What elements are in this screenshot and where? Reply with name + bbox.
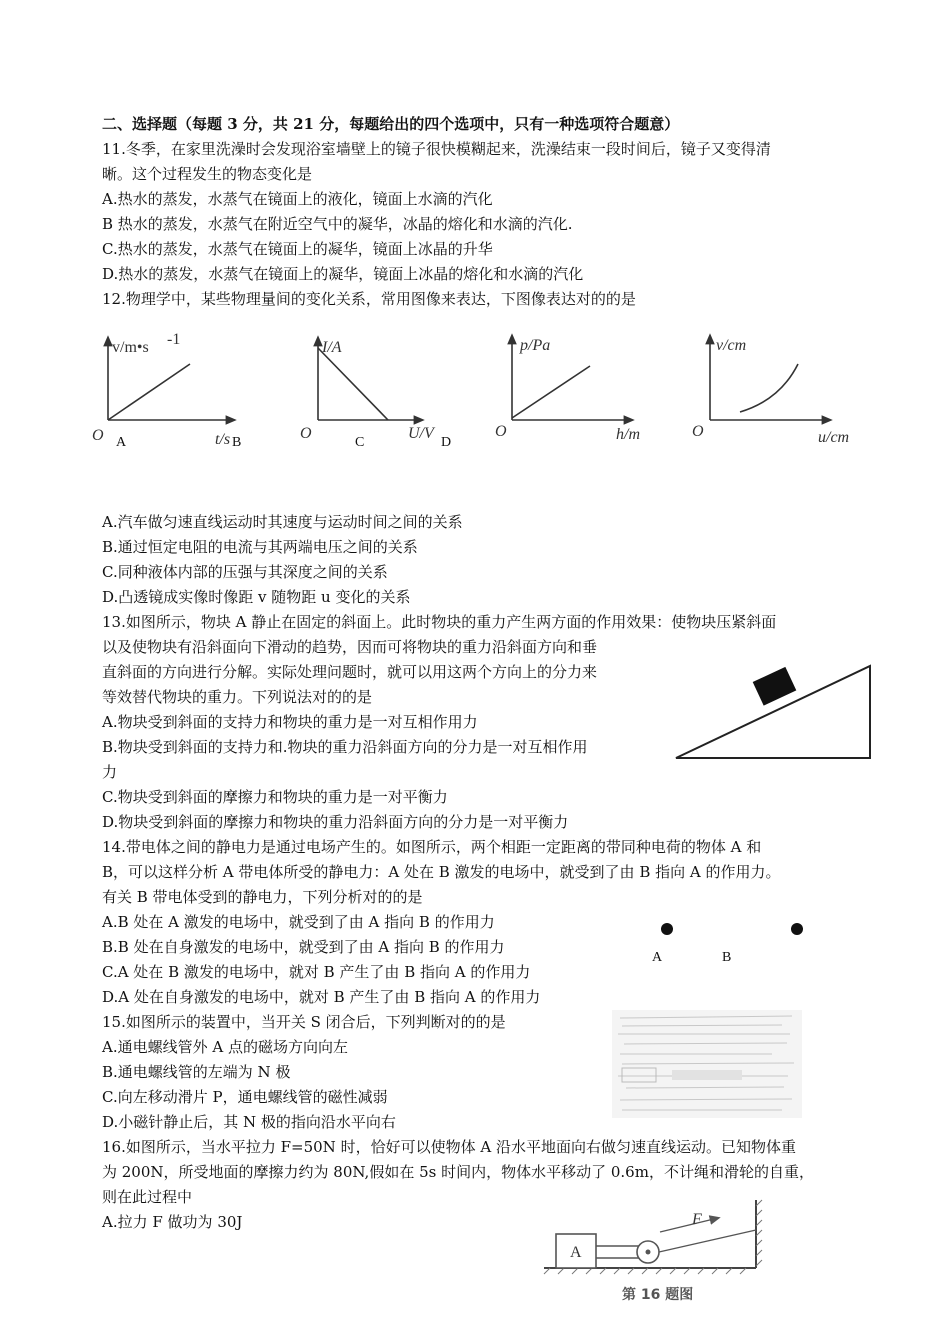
- q12-option-b: B.通过恒定电阻的电流与其两端电压之间的关系: [102, 538, 418, 556]
- charge-label-b: B: [722, 950, 732, 965]
- graph-a-ysup: -1: [167, 331, 181, 348]
- q11-option-d: D.热水的蒸发，水蒸气在镜面上的凝华，镜面上冰晶的熔化和水滴的汽化: [102, 265, 584, 283]
- force-label: F: [692, 1211, 702, 1228]
- q14-stem-2: B，可以这样分析 A 带电体所受的静电力：A 处在 B 激发的电场中，就受到了由 B 指向 A 的作用力。: [102, 863, 781, 881]
- q12-option-a: A.汽车做匀速直线运动时其速度与运动时间之间的关系: [102, 513, 463, 531]
- graph-b: [300, 339, 436, 442]
- q11-option-b: B 热水的蒸发，水蒸气在附近空气中的凝华，冰晶的熔化和水滴的汽化.: [102, 215, 573, 233]
- graph-d-ylabel: v/cm: [716, 337, 747, 354]
- q13-option-b-1: B.物块受到斜面的支持力和.物块的重力沿斜面方向的分力是一对互相作用: [102, 738, 588, 756]
- q12-option-c: C.同种液体内部的压强与其深度之间的关系: [102, 563, 388, 581]
- graph-b-xlabel: U/V: [408, 425, 434, 442]
- q11-option-a: A.热水的蒸发，水蒸气在镜面上的液化，镜面上水滴的汽化: [102, 190, 493, 208]
- graph-tag-b: B: [232, 435, 242, 450]
- q16-stem-1: 16.如图所示，当水平拉力 F=50N 时，恰好可以使物体 A 沿水平地面向右做匀速直线运动。已知物体重: [102, 1138, 796, 1156]
- graph-b-origin: O: [300, 425, 312, 442]
- q15-option-b: B.通电螺线管的左端为 N 极: [102, 1063, 291, 1081]
- q15-stem: 15.如图所示的装置中，当开关 S 闭合后，下列判断对的的是: [102, 1013, 506, 1031]
- graph-c-xlabel: h/m: [616, 426, 640, 443]
- q13-stem-4: 等效替代物块的重力。下列说法对的的是: [102, 688, 373, 706]
- graph-d-xlabel: u/cm: [818, 429, 850, 446]
- q16-option-a: A.拉力 F 做功为 30J: [102, 1213, 243, 1231]
- section-header: 二、选择题（每题 3 分，共 21 分，每题给出的四个选项中，只有一种选项符合题意）: [102, 115, 680, 133]
- q15-option-d: D.小磁针静止后，其 N 极的指向沿水平向右: [102, 1113, 396, 1131]
- charge-b: [791, 923, 803, 935]
- pulley-figure: [540, 1196, 770, 1282]
- q15-option-c: C.向左移动滑片 P，通电螺线管的磁性减弱: [102, 1088, 388, 1106]
- graph-c: [495, 337, 640, 443]
- q11-stem-1: 11.冬季，在家里洗澡时会发现浴室墙壁上的镜子很快模糊起来，洗澡结束一段时间后，镜子又变得清: [102, 140, 771, 158]
- graph-tag-a: A: [116, 435, 127, 450]
- graph-d: [692, 337, 849, 446]
- q14-option-b: B.B 处在自身激发的电场中，就受到了由 A 指向 B 的作用力: [102, 938, 505, 956]
- q13-stem-3: 直斜面的方向进行分解。实际处理问题时，就可以用这两个方向上的分力来: [102, 663, 598, 681]
- q14-stem-3: 有关 B 带电体受到的静电力，下列分析对的的是: [102, 888, 423, 906]
- q11-stem-2: 晰。这个过程发生的物态变化是: [102, 165, 313, 183]
- graph-a: [92, 331, 232, 448]
- charge-label-a: A: [652, 950, 663, 965]
- block-a: [753, 667, 797, 706]
- q13-stem-2: 以及使物块有沿斜面向下滑动的趋势，因而可将物块的重力沿斜面方向和垂: [102, 638, 598, 656]
- q12-option-d: D.凸透镜成实像时像距 v 随物距 u 变化的关系: [102, 588, 411, 606]
- q13-option-c: C.物块受到斜面的摩擦力和物块的重力是一对平衡力: [102, 788, 448, 806]
- q16-stem-3: 则在此过程中: [102, 1188, 193, 1206]
- q15-option-a: A.通电螺线管外 A 点的磁场方向向左: [102, 1038, 348, 1056]
- incline-figure: [670, 660, 880, 770]
- graph-a-ylabel: v/m•s: [112, 339, 149, 356]
- graph-tag-d: D: [441, 435, 452, 450]
- pulley-block-label: A: [570, 1244, 582, 1261]
- q13-option-d: D.物块受到斜面的摩擦力和物块的重力沿斜面方向的分力是一对平衡力: [102, 813, 569, 831]
- q12-graphs: [0, 320, 950, 460]
- charges-figure: [640, 915, 830, 945]
- q14-option-c: C.A 处在 B 激发的电场中，就对 B 产生了由 B 指向 A 的作用力: [102, 963, 531, 981]
- graph-c-ylabel: p/Pa: [520, 337, 551, 354]
- graph-c-origin: O: [495, 423, 507, 440]
- q13-stem-1: 13.如图所示，物块 A 静止在固定的斜面上。此时物块的重力产生两方面的作用效果：使物块压紧斜面: [102, 613, 777, 631]
- q13-option-a: A.物块受到斜面的支持力和物块的重力是一对互相作用力: [102, 713, 478, 731]
- graph-tag-c: C: [355, 435, 365, 450]
- graph-a-origin: O: [92, 427, 104, 444]
- charge-a: [661, 923, 673, 935]
- q12-stem: 12.物理学中，某些物理量间的变化关系，常用图像来表达，下图像表达对的的是: [102, 290, 636, 308]
- q14-option-a: A.B 处在 A 激发的电场中，就受到了由 A 指向 B 的作用力: [102, 913, 495, 931]
- graph-a-xlabel: t/s: [215, 431, 231, 448]
- q14-option-d: D.A 处在自身激发的电场中，就对 B 产生了由 B 指向 A 的作用力: [102, 988, 541, 1006]
- q11-option-c: C.热水的蒸发，水蒸气在镜面上的凝华，镜面上冰晶的升华: [102, 240, 493, 258]
- q16-stem-2: 为 200N，所受地面的摩擦力约为 80N,假如在 5s 时间内，物体水平移动了 0.6m，不计绳和滑轮的自重，: [102, 1163, 814, 1181]
- graph-b-ylabel: I/A: [322, 339, 342, 356]
- q14-stem-1: 14.带电体之间的静电力是通过电场产生的。如图所示，两个相距一定距离的带同种电荷的物体 A 和: [102, 838, 762, 856]
- q13-option-b-2: 力: [102, 763, 118, 781]
- solenoid-figure-faded: [612, 1010, 802, 1118]
- figure-16-caption: 第 16 题图: [622, 1287, 694, 1303]
- graph-d-origin: O: [692, 423, 704, 440]
